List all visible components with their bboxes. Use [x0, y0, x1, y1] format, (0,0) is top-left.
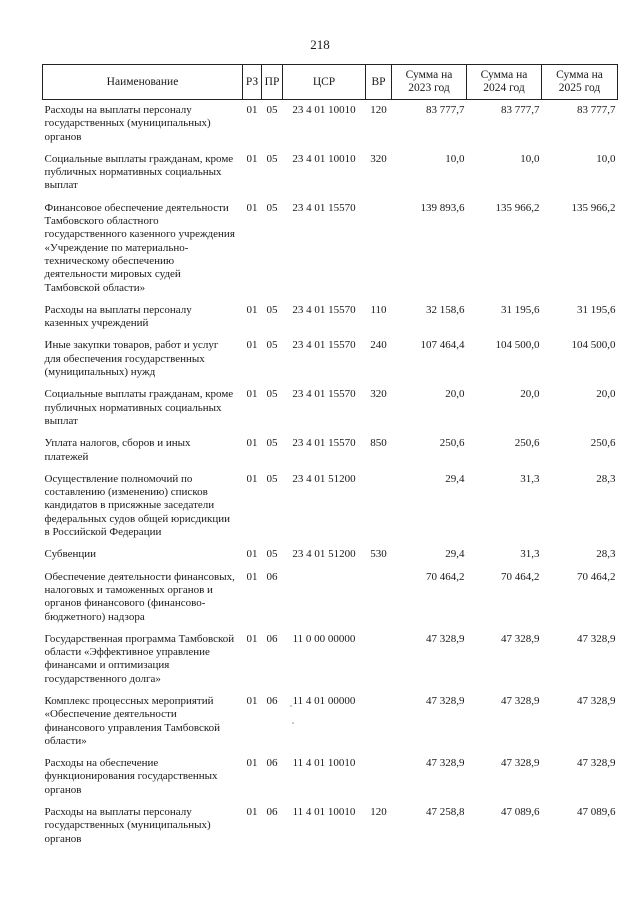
cell-sum-2023: 20,0	[445, 388, 465, 401]
cell-pr: 06	[266, 694, 278, 707]
cell-sum-2023: 47 328,9	[426, 757, 465, 770]
cell-sum-2025: 47 328,9	[577, 632, 616, 645]
page-number: 218	[310, 37, 330, 52]
cell-sum-2025: 83 777,7	[577, 104, 616, 116]
cell-sum-2023: 47 328,9	[426, 694, 465, 707]
cell-vr	[366, 202, 392, 304]
header-rz: РЗ	[243, 65, 262, 100]
cell-rz: 01	[246, 388, 258, 401]
cell-vr: 530	[370, 548, 387, 561]
cell-sum-2024: 104 500,0	[495, 339, 540, 352]
budget-table	[42, 64, 618, 855]
cell-sum-2025: 47 328,9	[577, 694, 616, 707]
cell-vr: 320	[370, 152, 387, 165]
cell-vr: 240	[370, 339, 387, 352]
cell-vr	[366, 571, 392, 633]
cell-name: Осуществление полномочий по составлению (изменению) списков кандидатов в присяжные заседатели федеральных судов общей юрисдикции в Российской Федерации	[44, 472, 231, 539]
cell-sum-2024: 31 195,6	[501, 303, 540, 316]
cell-sum-2023: 47 328,9	[426, 632, 465, 645]
cell-rz: 01	[246, 339, 258, 352]
table-row	[43, 633, 618, 695]
cell-rz: 01	[246, 632, 258, 645]
cell-rz: 01	[246, 152, 258, 165]
cell-sum-2025: 28,3	[596, 472, 616, 485]
cell-sum-2024: 31,3	[520, 548, 540, 561]
cell-csr	[283, 571, 366, 633]
cell-vr	[366, 757, 392, 806]
cell-pr: 06	[266, 632, 278, 645]
cell-pr: 05	[266, 201, 278, 214]
cell-sum-2024: 250,6	[514, 437, 540, 450]
cell-name: Государственная программа Тамбовской области «Эффективное управление финансами и оптимизация государственного долга»	[44, 632, 235, 685]
cell-name: Расходы на обеспечение функционирования государственных органов	[44, 757, 218, 796]
cell-rz: 01	[246, 570, 258, 583]
cell-pr: 05	[266, 472, 278, 485]
cell-name: Комплекс процессных мероприятий «Обеспечение деятельности финансового управления Тамбовской области»	[44, 694, 221, 747]
cell-csr: 11 4 01 10010	[292, 806, 356, 819]
cell-sum-2023: 10,0	[445, 152, 465, 165]
cell-sum-2025: 31 195,6	[577, 303, 616, 316]
table-row	[43, 473, 618, 548]
cell-csr: 23 4 01 51200	[292, 472, 356, 485]
cell-rz: 01	[246, 548, 258, 561]
cell-pr: 06	[266, 806, 278, 819]
scan-speck	[290, 705, 292, 707]
table-row	[43, 202, 618, 304]
cell-csr: 11 4 01 00000	[292, 694, 356, 707]
cell-pr: 06	[266, 757, 278, 770]
cell-sum-2025: 10,0	[596, 152, 616, 165]
cell-pr: 05	[266, 303, 278, 316]
header-vr: ВР	[366, 65, 392, 100]
cell-sum-2024: 47 089,6	[501, 806, 540, 819]
cell-name: Социальные выплаты гражданам, кроме публичных нормативных социальных выплат	[44, 388, 234, 427]
table-row	[43, 695, 618, 757]
header-name: Наименование	[43, 65, 243, 100]
table-row	[43, 548, 618, 570]
cell-csr: 23 4 01 15570	[292, 201, 356, 214]
table-row	[43, 571, 618, 633]
cell-name: Уплата налогов, сборов и иных платежей	[44, 437, 191, 463]
scan-speck	[292, 722, 294, 724]
cell-sum-2025: 47 328,9	[577, 757, 616, 770]
cell-csr: 23 4 01 15570	[292, 437, 356, 450]
cell-vr: 850	[370, 437, 387, 450]
cell-sum-2023: 107 464,4	[420, 339, 465, 352]
cell-rz: 01	[246, 472, 258, 485]
cell-pr: 05	[266, 548, 278, 561]
cell-name: Расходы на выплаты персоналу государственных (муниципальных) органов	[44, 806, 211, 845]
cell-rz: 01	[246, 806, 258, 819]
cell-name: Обеспечение деятельности финансовых, налоговых и таможенных органов и органов финансового (финансово-бюджетного) надзора	[44, 570, 235, 623]
cell-rz: 01	[246, 201, 258, 214]
cell-sum-2024: 70 464,2	[501, 570, 540, 583]
cell-sum-2024: 47 328,9	[501, 632, 540, 645]
cell-name: Иные закупки товаров, работ и услуг для обеспечения государственных (муниципальных) нужд	[44, 339, 219, 379]
cell-sum-2025: 135 966,2	[571, 201, 616, 214]
cell-rz: 01	[246, 757, 258, 770]
header-pr: ПР	[262, 65, 283, 100]
cell-sum-2025: 47 089,6	[577, 806, 616, 819]
table-row	[43, 388, 618, 437]
cell-name: Расходы на выплаты персоналу казенных учреждений	[44, 303, 192, 330]
cell-csr: 23 4 01 10010	[292, 104, 356, 116]
cell-sum-2025: 104 500,0	[571, 339, 616, 352]
cell-sum-2023: 83 777,7	[426, 104, 465, 116]
cell-name: Социальные выплаты гражданам, кроме публичных нормативных социальных выплат	[44, 152, 234, 192]
cell-vr: 320	[370, 388, 387, 401]
cell-vr	[366, 695, 392, 757]
cell-vr: 120	[370, 104, 387, 116]
cell-sum-2025: 70 464,2	[577, 570, 616, 583]
cell-vr: 120	[370, 806, 387, 819]
cell-sum-2023: 29,4	[445, 472, 465, 485]
cell-csr: 23 4 01 51200	[292, 548, 356, 561]
cell-pr: 05	[266, 388, 278, 401]
cell-csr: 23 4 01 10010	[292, 152, 356, 165]
cell-vr: 110	[370, 303, 387, 316]
cell-sum-2024: 10,0	[520, 152, 540, 165]
cell-rz: 01	[246, 303, 258, 316]
cell-sum-2023: 139 893,6	[420, 201, 465, 214]
cell-pr: 05	[266, 339, 278, 352]
cell-sum-2023: 47 258,8	[426, 806, 465, 819]
cell-name: Субвенции	[44, 548, 97, 561]
cell-pr: 05	[266, 437, 278, 450]
cell-vr	[366, 633, 392, 695]
cell-sum-2024: 83 777,7	[501, 104, 540, 116]
cell-csr: 23 4 01 15570	[292, 388, 356, 401]
table-row	[43, 437, 618, 473]
cell-sum-2023: 70 464,2	[426, 570, 465, 583]
cell-name: Финансовое обеспечение деятельности Тамбовского областного государственного казенного учреждения «Учреждение по материально-техническому обеспечению деятельности мировых судей Тамбовской области»	[44, 201, 235, 294]
table-row	[43, 339, 618, 388]
cell-sum-2023: 250,6	[439, 437, 465, 450]
cell-sum-2023: 32 158,6	[426, 303, 465, 316]
cell-rz: 01	[246, 694, 258, 707]
cell-sum-2024: 47 328,9	[501, 694, 540, 707]
cell-rz: 01	[246, 104, 258, 116]
cell-pr: 05	[266, 104, 278, 116]
table-row	[43, 806, 618, 855]
cell-sum-2025: 20,0	[596, 388, 616, 401]
cell-sum-2024: 20,0	[520, 388, 540, 401]
header-csr: ЦСР	[283, 65, 366, 100]
header-sum-2023: Сумма на 2023 год	[392, 65, 467, 100]
cell-sum-2025: 250,6	[590, 437, 616, 450]
table-header-row	[43, 65, 618, 100]
table-row	[43, 757, 618, 806]
header-sum-2024: Сумма на 2024 год	[467, 65, 542, 100]
cell-csr: 23 4 01 15570	[292, 339, 356, 352]
cell-csr: 11 0 00 00000	[292, 632, 356, 645]
cell-pr: 06	[266, 570, 278, 583]
cell-csr: 23 4 01 15570	[292, 303, 356, 316]
cell-sum-2023: 29,4	[445, 548, 465, 561]
cell-vr	[366, 473, 392, 548]
table-row	[43, 153, 618, 202]
cell-sum-2024: 47 328,9	[501, 757, 540, 770]
cell-name: Расходы на выплаты персоналу государственных (муниципальных) органов	[44, 104, 211, 143]
cell-pr: 05	[266, 152, 278, 165]
table-row	[43, 100, 618, 153]
cell-rz: 01	[246, 437, 258, 450]
table-row	[43, 304, 618, 340]
cell-csr: 11 4 01 10010	[292, 757, 356, 770]
cell-sum-2024: 135 966,2	[495, 201, 540, 214]
cell-sum-2024: 31,3	[520, 472, 540, 485]
cell-sum-2025: 28,3	[596, 548, 616, 561]
header-sum-2025: Сумма на 2025 год	[542, 65, 618, 100]
